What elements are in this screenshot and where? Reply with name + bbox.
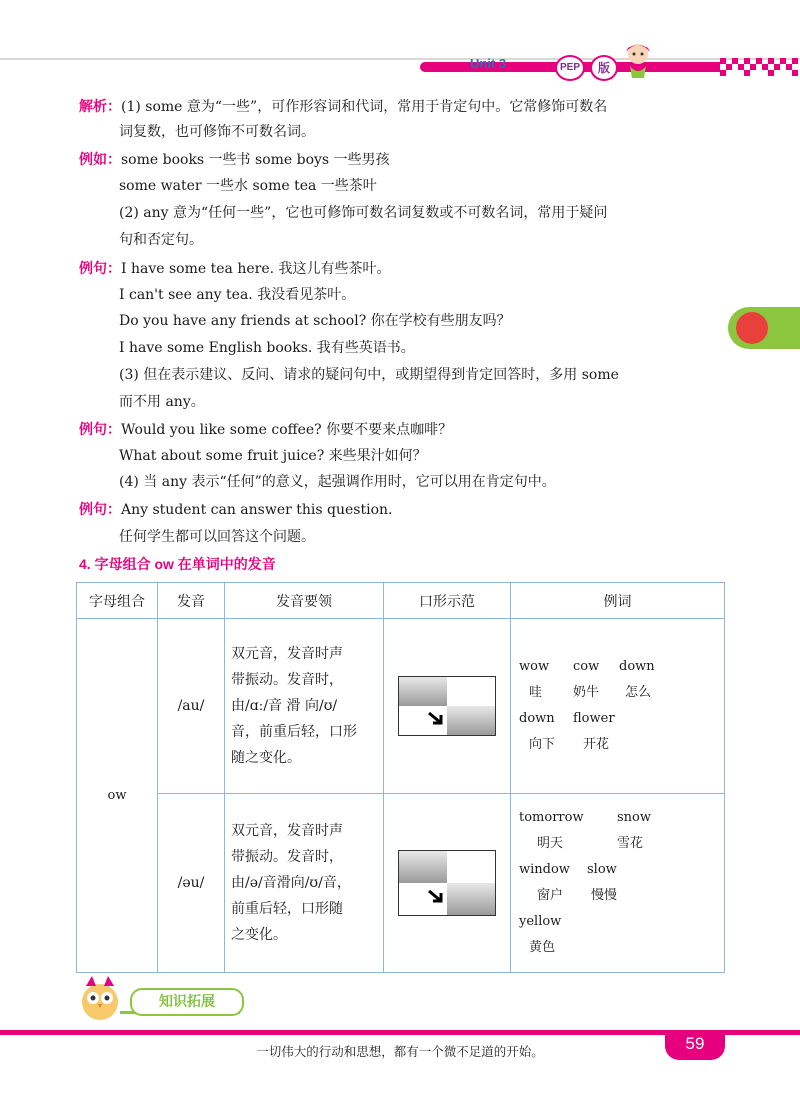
sentence-line-2: I can't see any tea. 我没看见茶叶。 <box>119 287 356 303</box>
example-word-row <box>519 857 723 883</box>
method-cell <box>225 619 384 794</box>
examples-cell <box>511 794 725 973</box>
analysis-label: 解析： <box>79 98 121 114</box>
header-examples: 例词 <box>511 583 725 619</box>
sentence-line-6: What about some fruit juice? 来些果汁如何？ <box>119 448 427 464</box>
sentence-label: 例句： <box>79 260 121 276</box>
example-meaning: 雪花 <box>617 836 644 851</box>
example-meaning: 奶牛 <box>573 685 600 700</box>
mouth-closed-image <box>447 883 495 915</box>
pep-badge: PEP <box>555 55 585 81</box>
example-line-1 <box>79 149 390 170</box>
sentence-line-3: Do you have any friends at school? 你在学校有些朋友吗？ <box>119 313 511 329</box>
cartoon-face-icon <box>736 312 768 344</box>
example-word: wow <box>519 659 550 674</box>
header-mouth: 口形示范 <box>384 583 511 619</box>
example-text-1: some books 一些书 some boys 一些男孩 <box>121 152 390 168</box>
example-meaning-row <box>519 680 723 706</box>
method-line: 双元音，发音时声 <box>231 823 343 839</box>
method-cell <box>225 794 384 973</box>
section-title: 4. 字母组合 ow 在单词中的发音 <box>79 556 276 572</box>
arrow-icon <box>427 709 447 729</box>
sentence-line-8: 任何学生都可以回答这个问题。 <box>119 529 315 545</box>
mouth-shape-image <box>398 850 496 916</box>
rule-2-line-2: 句和否定句。 <box>119 232 203 248</box>
footer-motto: 一切伟大的行动和思想，都有一个微不足道的开始。 <box>256 1044 544 1059</box>
checker-pattern <box>720 58 800 78</box>
example-meaning-row <box>519 935 723 961</box>
phonetic-cell: /əu/ <box>158 794 225 973</box>
arrow-icon <box>427 887 447 907</box>
example-meaning: 明天 <box>537 836 564 851</box>
example-word-row <box>519 909 723 935</box>
owl-mascot-icon <box>76 972 124 1022</box>
example-word: window <box>519 862 570 877</box>
method-line: 随之变化。 <box>231 750 301 766</box>
sentence-line-7 <box>79 499 392 520</box>
example-meaning-row <box>519 732 723 758</box>
example-meaning: 开花 <box>583 737 610 752</box>
analysis-line-1 <box>79 96 607 117</box>
page-number: 59 <box>665 1030 725 1060</box>
example-line-2: some water 一些水 some tea 一些茶叶 <box>119 178 377 194</box>
example-meaning-row <box>519 831 723 857</box>
example-meaning: 哇 <box>529 685 543 700</box>
rule-3-line-1: (3) 但在表示建议、反问、请求的疑问句中，或期望得到肯定回答时，多用 some <box>119 367 619 383</box>
method-line: 前重后轻，口形随 <box>231 901 343 917</box>
example-meaning: 黄色 <box>529 940 556 955</box>
header-method: 发音要领 <box>225 583 384 619</box>
sentence-line-1 <box>79 258 391 279</box>
rule-4-line: (4) 当 any 表示“任何”的意义，起强调作用时，它可以用在肯定句中。 <box>119 474 556 490</box>
mouth-open-image <box>399 677 447 706</box>
sentence-text-5: Would you like some coffee? 你要不要来点咖啡？ <box>121 422 453 438</box>
mouth-cell <box>384 794 511 973</box>
example-word-row <box>519 805 723 831</box>
edition-badge: 版 <box>590 55 618 81</box>
sentence-text-7: Any student can answer this question. <box>121 502 393 518</box>
example-word: flower <box>573 711 615 726</box>
example-meaning: 怎么 <box>625 685 652 700</box>
table-row <box>77 619 725 794</box>
mouth-closed-image <box>447 706 495 735</box>
mouth-shape-image <box>398 676 496 736</box>
method-line: 带振动。发音时， <box>231 849 343 865</box>
extension-label: 知识拓展 <box>130 988 244 1016</box>
analysis-text-1: (1) some 意为“一些”，可作形容词和代词，常用于肯定句中。它常修饰可数名 <box>121 99 608 115</box>
table-header-row <box>77 583 725 619</box>
example-word: snow <box>617 810 651 825</box>
rule-2-line-1: (2) any 意为“任何一些”，它也可修饰可数名词复数或不可数名词，常用于疑问 <box>119 205 608 221</box>
sentence-text-1: I have some tea here. 我这儿有些茶叶。 <box>121 261 391 277</box>
analysis-line-2: 词复数，也可修饰不可数名词。 <box>119 124 315 140</box>
sentence-line-5 <box>79 419 452 440</box>
example-word: tomorrow <box>519 810 584 825</box>
example-word: yellow <box>519 914 562 929</box>
example-meaning: 慢慢 <box>591 888 618 903</box>
method-line: 之变化。 <box>231 927 287 943</box>
side-tab <box>728 307 800 349</box>
examples-cell <box>511 619 725 794</box>
mouth-open-image <box>399 851 447 883</box>
cartoon-girl-icon <box>618 38 658 78</box>
header-rule <box>0 58 800 60</box>
rule-3-line-2: 而不用 any。 <box>119 394 205 410</box>
method-line: 由/ə/音滑向/ʊ/音， <box>231 875 351 891</box>
method-line: 音，前重后轻，口形 <box>231 724 357 740</box>
unit-label: Unit 3 <box>470 56 507 71</box>
example-word: cow <box>573 659 600 674</box>
mouth-cell <box>384 619 511 794</box>
method-line: 双元音，发音时声 <box>231 646 343 662</box>
pronunciation-table <box>76 582 725 973</box>
method-line: 由/ɑː/音 滑 向/ʊ/ <box>231 698 338 714</box>
example-meaning-row <box>519 883 723 909</box>
sentence-label-2: 例句： <box>79 421 121 437</box>
sentence-line-4: I have some English books. 我有些英语书。 <box>119 340 415 356</box>
sentence-label-3: 例句： <box>79 501 121 517</box>
combo-cell: ow <box>77 619 158 973</box>
example-word-row <box>519 654 723 680</box>
example-meaning: 窗户 <box>537 888 564 903</box>
example-word-row <box>519 706 723 732</box>
header-combo: 字母组合 <box>77 583 158 619</box>
phonetic-cell: /au/ <box>158 619 225 794</box>
example-word: slow <box>587 862 617 877</box>
header-sound: 发音 <box>158 583 225 619</box>
example-meaning: 向下 <box>529 737 556 752</box>
example-word: down <box>519 711 555 726</box>
example-label: 例如： <box>79 151 121 167</box>
example-word: down <box>619 659 655 674</box>
method-line: 带振动。发音时， <box>231 672 343 688</box>
table-row <box>77 794 725 973</box>
